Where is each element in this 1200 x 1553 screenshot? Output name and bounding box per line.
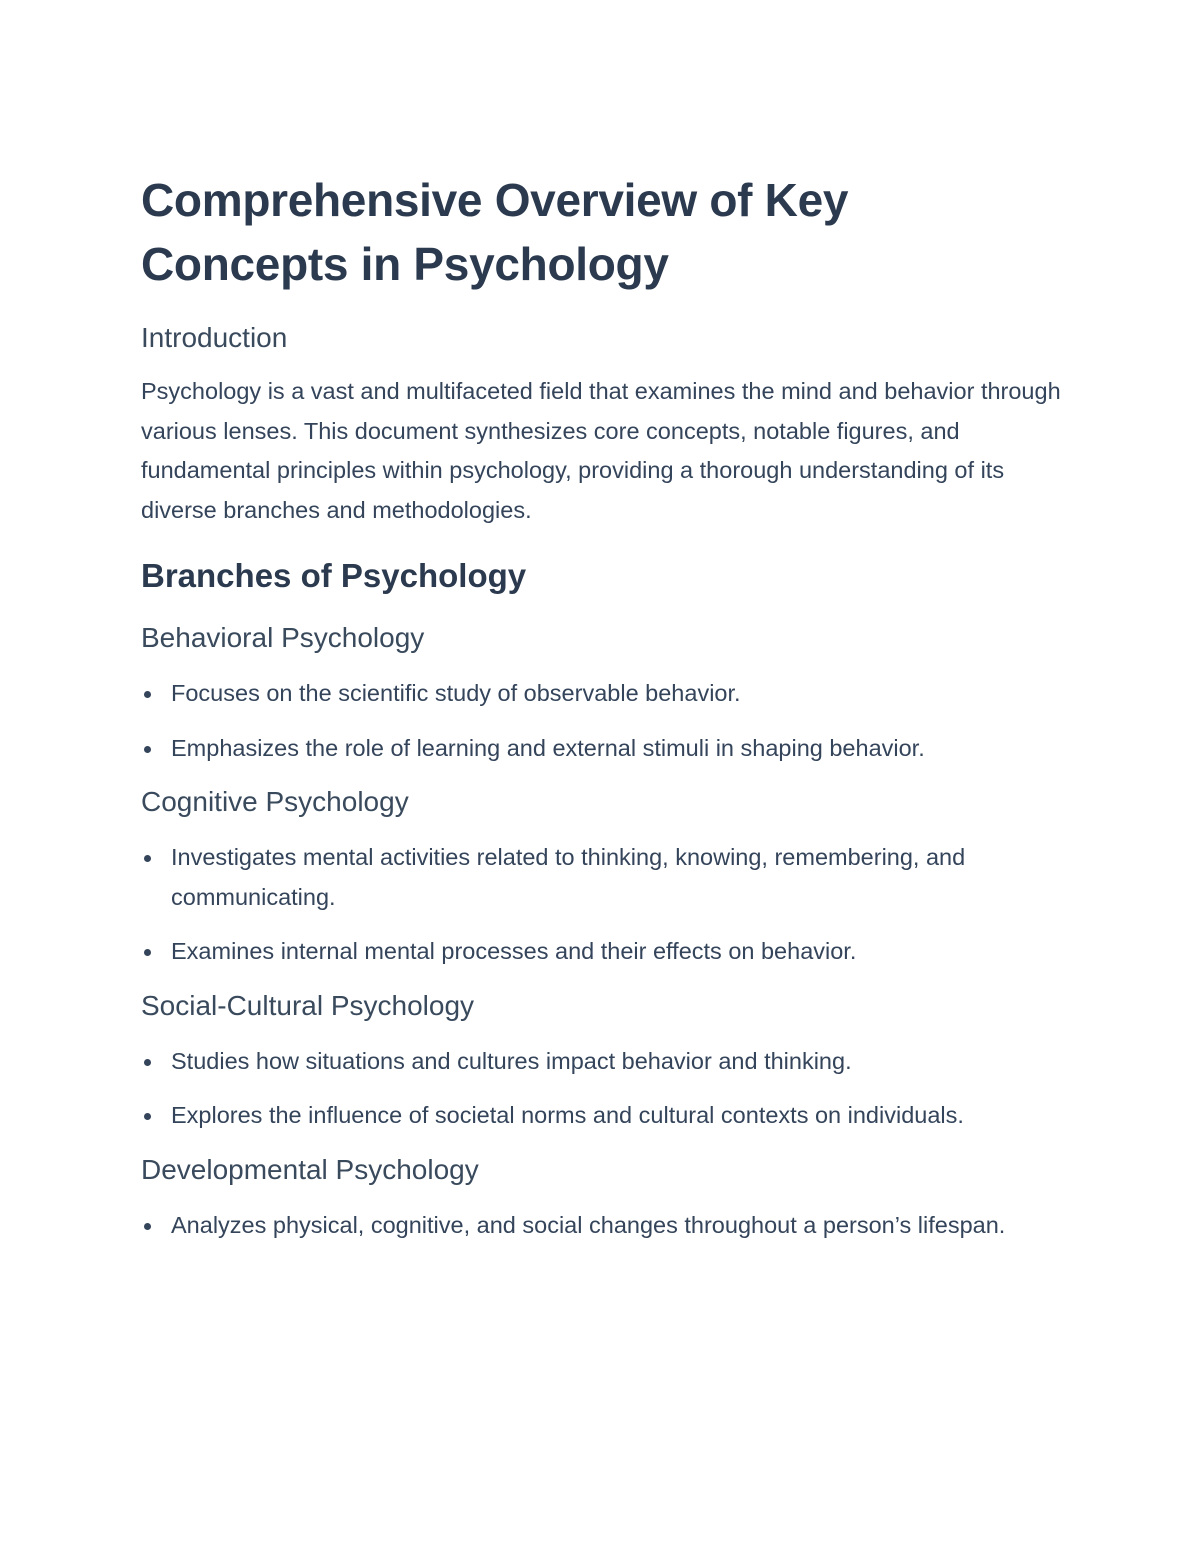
bullet-list: [141, 1042, 1061, 1136]
section-cognitive-psychology: [141, 782, 1061, 972]
section-heading: Social-Cultural Psychology: [141, 989, 475, 1021]
section-heading: Behavioral Psychology: [141, 622, 425, 653]
section-heading: Cognitive Psychology: [141, 786, 409, 817]
list-item: Studies how situations and cultures impact behavior and thinking.: [141, 1042, 1061, 1082]
section-social-cultural-psychology: [141, 986, 1061, 1136]
branches-heading: Branches of Psychology: [141, 557, 527, 594]
section-heading: Developmental Psychology: [141, 1153, 479, 1185]
list-item: Examines internal mental processes and their effects on behavior.: [141, 932, 1061, 972]
list-item: Emphasizes the role of learning and external stimuli in shaping behavior.: [141, 729, 1061, 769]
document-title: Comprehensive Overview of Key Concepts in Psychology: [141, 174, 849, 290]
section-behavioral-psychology: [141, 618, 1061, 768]
introduction-paragraph: Psychology is a vast and multifaceted field that examines the mind and behavior through various lenses. This document synthesizes core concepts, notable figures, and fundamental principles within psychology, providing a thorough understanding of its diverse branches and methodologies.: [141, 378, 1061, 523]
section-developmental-psychology: [141, 1150, 1061, 1246]
bullet-list: [141, 1206, 1061, 1246]
bullet-list: [141, 674, 1061, 768]
list-item: Explores the influence of societal norms and cultural contexts on individuals.: [141, 1096, 1061, 1136]
list-item: Analyzes physical, cognitive, and social changes throughout a person’s lifespan.: [141, 1206, 1061, 1246]
introduction-heading: Introduction: [141, 322, 288, 353]
bullet-list: [141, 838, 1061, 972]
document-page: [141, 168, 1061, 1245]
list-item: Focuses on the scientific study of observable behavior.: [141, 674, 1061, 714]
list-item: Investigates mental activities related to thinking, knowing, remembering, and communicating.: [141, 838, 1061, 917]
